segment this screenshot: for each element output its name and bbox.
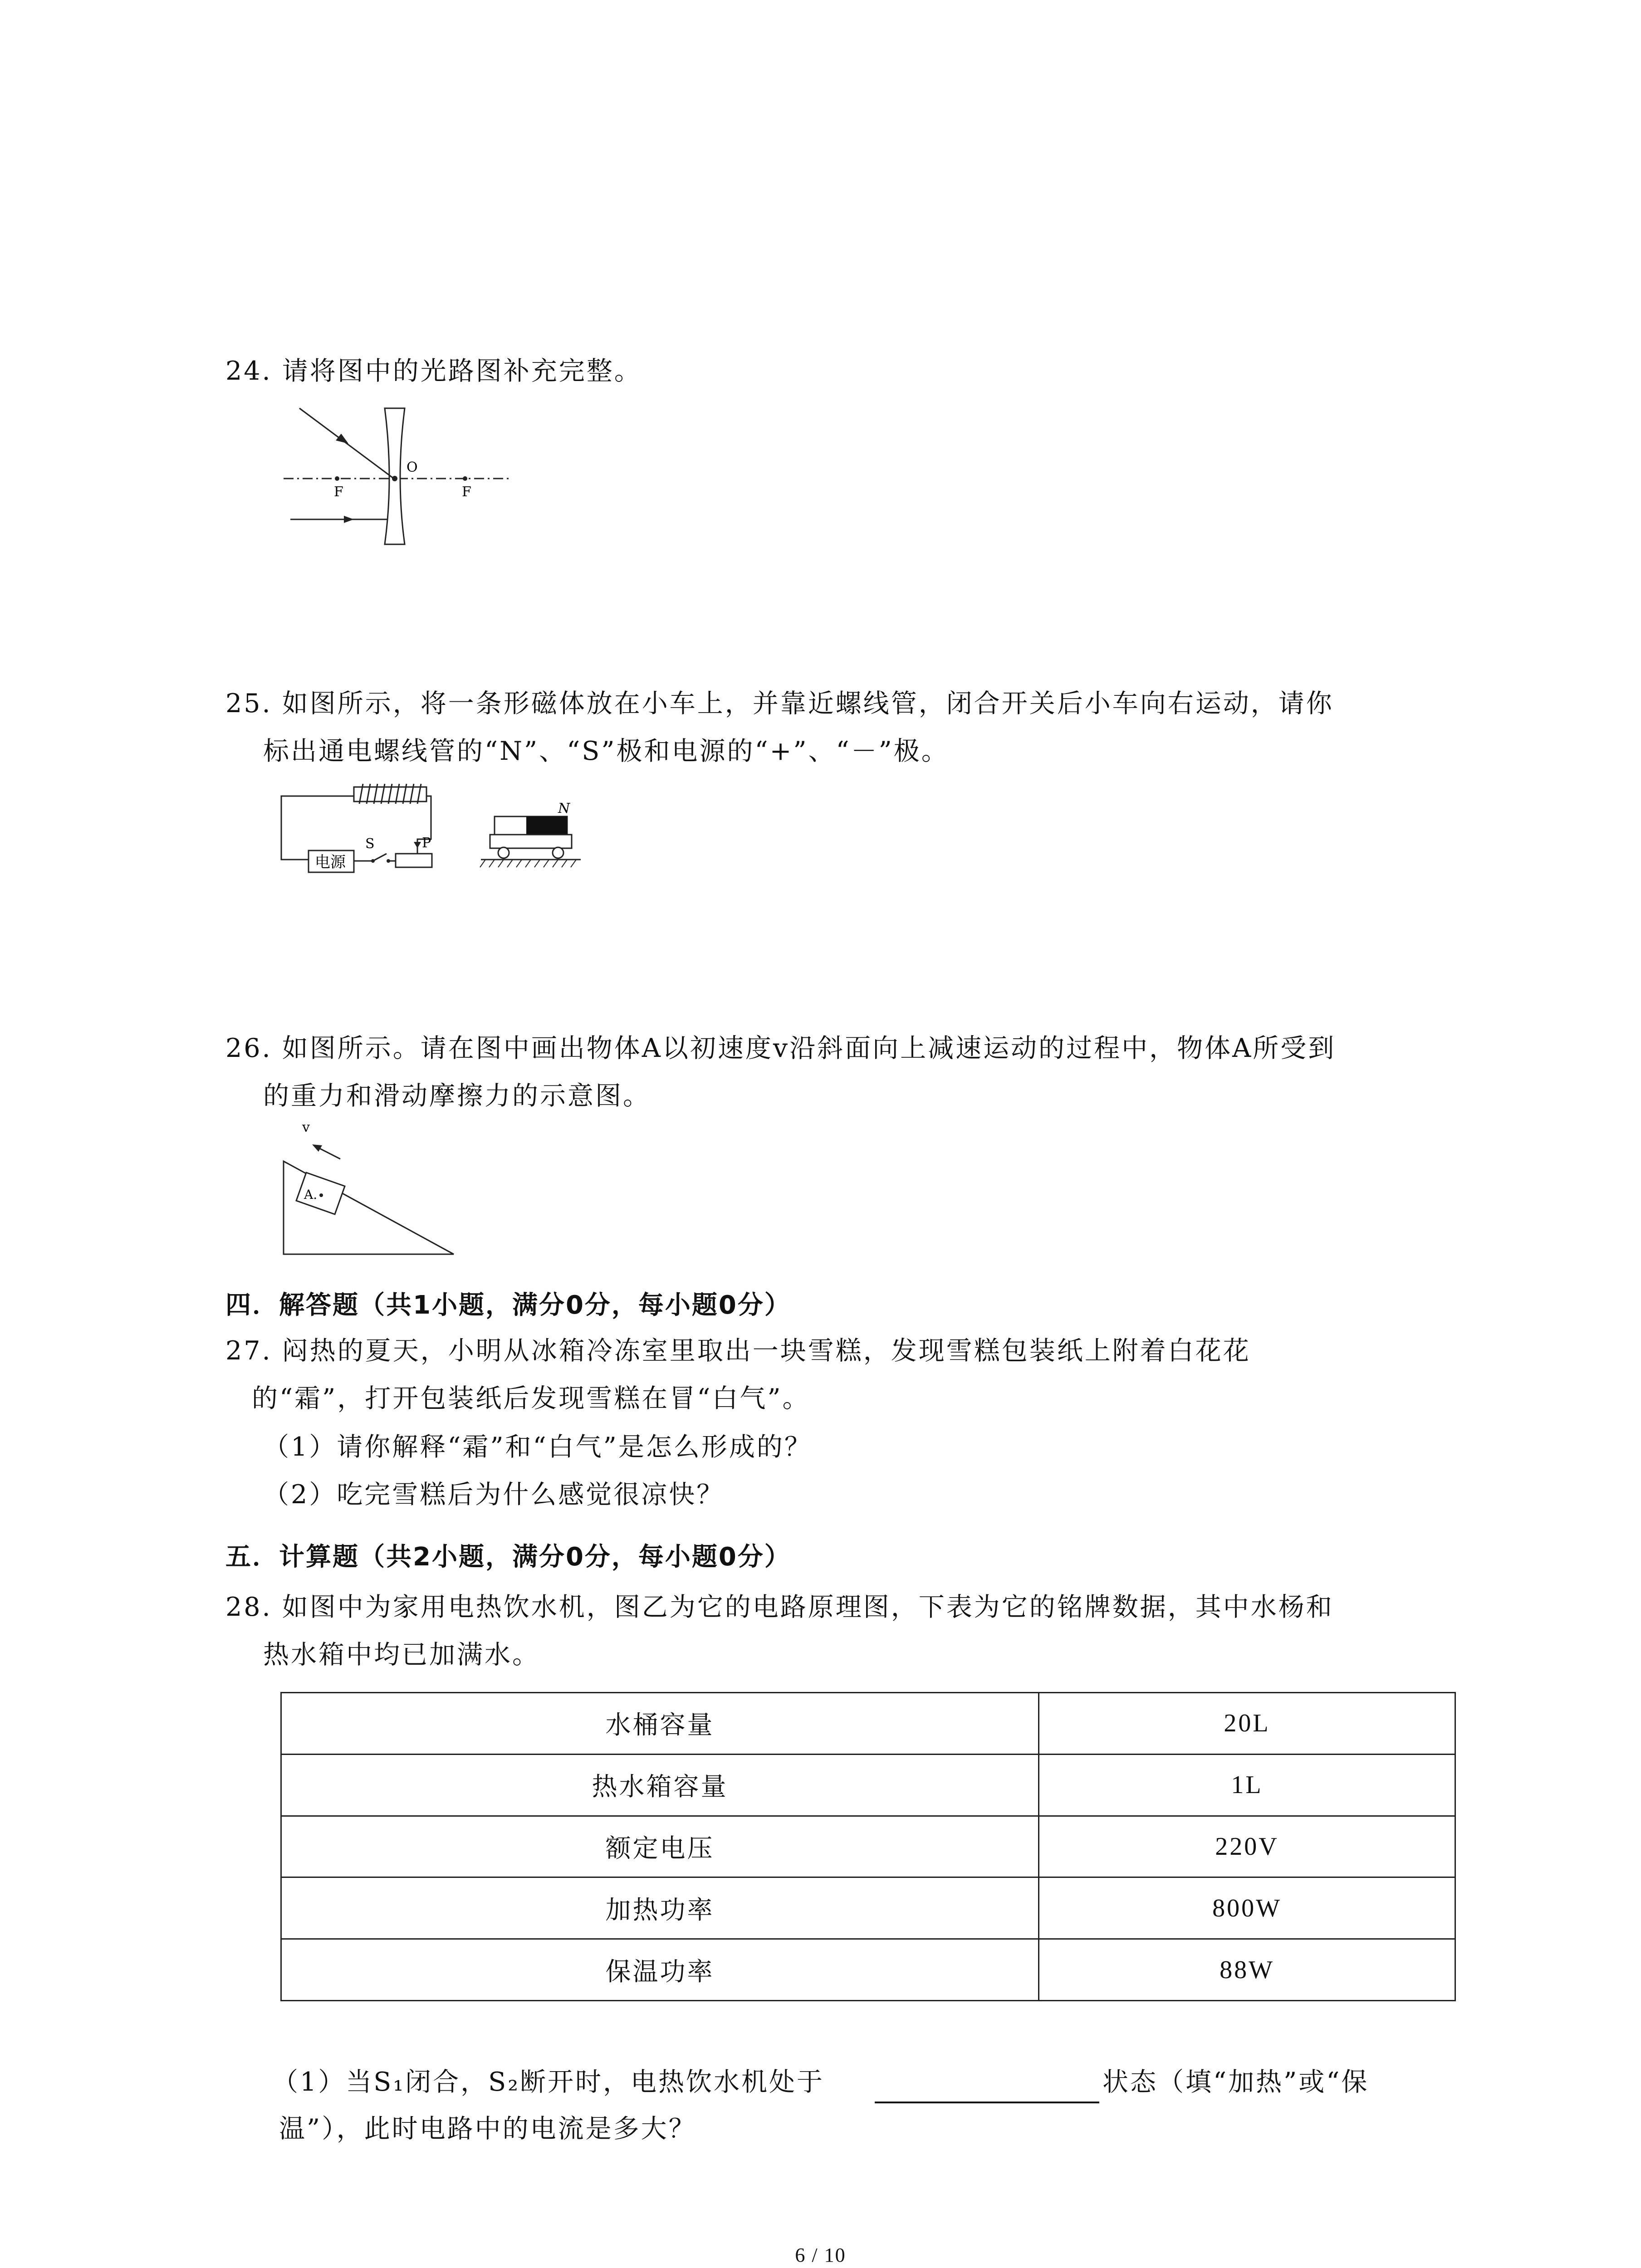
switch-label: S [365, 836, 375, 852]
switch [373, 854, 387, 861]
block-label: A. [304, 1187, 318, 1202]
label-f-right: F [462, 484, 471, 500]
q28-sub1-a: （1）当S₁闭合，S₂断开时，电热饮水机处于 [272, 2067, 825, 2097]
q28-line2: 热水箱中均已加满水。 [263, 1640, 540, 1670]
section-4-title: 四．解答题（共1小题，满分0分，每小题0分） [225, 1290, 791, 1320]
table-cell-value: 800W [1039, 1877, 1455, 1939]
q27-sub1: （1）请你解释“霜”和“白气”是怎么形成的？ [263, 1432, 812, 1462]
table-row [281, 1693, 1455, 1755]
table-cell-label: 加热功率 [281, 1877, 1039, 1939]
q28-sub1-b: 状态（填“加热”或“保 [1102, 2067, 1369, 2097]
table-cell-label: 保温功率 [281, 1939, 1039, 2001]
magnet-pole-label: N [558, 801, 570, 816]
table-cell-label: 水桶容量 [281, 1693, 1039, 1755]
incline-figure [272, 1118, 463, 1263]
table-row [281, 1754, 1455, 1816]
table-cell-label: 额定电压 [281, 1816, 1039, 1877]
page-number: 6 / 10 [795, 2244, 846, 2266]
table-cell-label: 热水箱容量 [281, 1754, 1039, 1816]
answer-blank[interactable] [875, 2102, 1099, 2103]
label-f-left: F [334, 484, 343, 500]
solenoid-circuit-figure [272, 780, 599, 889]
q24-text: 24. 请将图中的光路图补充完整。 [225, 356, 642, 386]
arrow-icon [344, 516, 354, 523]
q28-sub1-c: 温”），此时电路中的电流是多大？ [279, 2114, 696, 2144]
table-cell-value: 20L [1039, 1693, 1455, 1755]
arrow-icon [312, 1144, 322, 1152]
section-5-title: 五．计算题（共2小题，满分0分，每小题0分） [225, 1542, 791, 1572]
q25-line1: 25. 如图所示，将一条形磁体放在小车上，并靠近螺线管，闭合开关后小车向右运动，请你 [225, 689, 1334, 719]
arrow-icon [336, 434, 348, 444]
focus-right [463, 476, 467, 481]
q28-line1: 28. 如图中为家用电热饮水机，图乙为它的电路原理图，下表为它的铭牌数据，其中水杨和 [225, 1592, 1334, 1622]
table-cell-value: 220V [1039, 1816, 1455, 1877]
incident-ray-oblique [299, 408, 394, 479]
q27-line2: 的“霜”，打开包装纸后发现雪糕在冒“白气”。 [252, 1383, 810, 1413]
q27-line1: 27. 闷热的夏天，小明从冰箱冷冻室里取出一块雪糕，发现雪糕包装纸上附着白花花 [225, 1336, 1251, 1366]
table-row [281, 1816, 1455, 1877]
label-o: O [407, 459, 418, 475]
spec-table [280, 1692, 1456, 2001]
velocity-label: v [302, 1119, 310, 1135]
power-source-label: 电源 [315, 853, 346, 871]
focus-left [335, 476, 339, 481]
slider-arrow-icon [414, 842, 421, 848]
slider-label: P [422, 835, 431, 851]
table-row [281, 1939, 1455, 2001]
table-cell-value: 1L [1039, 1754, 1455, 1816]
q26-line2: 的重力和滑动摩擦力的示意图。 [263, 1081, 651, 1111]
table-cell-value: 88W [1039, 1939, 1455, 2001]
concave-lens-figure [272, 399, 517, 549]
cart-with-magnet [480, 801, 581, 867]
q27-sub2: （2）吃完雪糕后为什么感觉很凉快？ [263, 1480, 725, 1510]
table-row [281, 1877, 1455, 1939]
rheostat [396, 854, 432, 867]
q25-line2: 标出通电螺线管的“N”、“S”极和电源的“+”、“－”极。 [263, 736, 949, 766]
optical-center [392, 476, 397, 481]
q26-line1: 26. 如图所示。请在图中画出物体A以初速度v沿斜面向上减速运动的过程中，物体A所受到 [225, 1033, 1336, 1063]
